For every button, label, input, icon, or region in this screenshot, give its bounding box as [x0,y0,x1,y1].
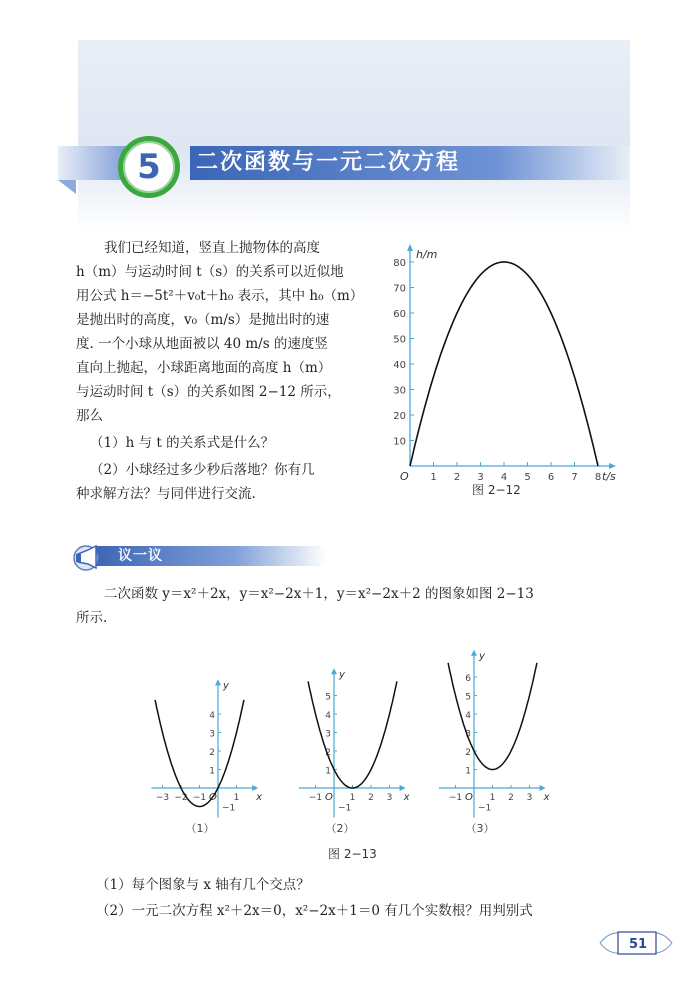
intro-line: 度. 一个小球从地面被以 40 m/s 的速度竖 [76,336,328,352]
y-tick-label: 1 [209,766,215,777]
panel-label: （3） [465,822,495,835]
intro-questions [76,428,396,506]
y-tick-label: 40 [393,360,406,371]
discuss-label: 议一议 [118,548,163,564]
question-2-cont: 种求解方法？与同伴进行交流. [76,486,256,502]
origin-label: O [209,792,217,803]
x-tick-label: 8 [594,472,602,483]
discuss-line: 所示. [76,610,108,626]
figure-caption: 图 2−12 [472,483,521,497]
x-tick-label: 7 [571,472,578,483]
origin-label: O [465,792,473,803]
x-axis-label: t/s [602,470,616,483]
y-tick-label: 3 [209,729,215,740]
intro-line: h（m）与运动时间 t（s）的关系可以近似地 [76,264,344,280]
x-tick-label: 1 [489,793,496,803]
y-tick-label: −1 [478,803,492,814]
y-tick-label: 60 [393,309,406,320]
y-tick-label: 1 [465,766,471,777]
x-tick-label: 3 [477,472,484,483]
figure-2-12 [388,236,638,516]
y-tick-label: 5 [325,692,331,703]
parabola-curve [308,681,397,788]
y-axis-label: y [339,669,345,681]
x-tick-label: −1 [192,793,207,803]
x-tick-label: −2 [174,793,188,803]
y-axis-arrow [471,650,477,656]
question-2: （2）一元二次方程 x²＋2x＝0，x²−2x＋1＝0 有几个实数根？用判别式 [96,903,533,919]
figure-2-13 [140,640,640,864]
title-tab-fold [58,180,76,194]
bottom-questions [96,872,656,924]
page-number: 51 [629,937,648,952]
figure-caption: 图 2−13 [328,847,377,861]
y-tick-label: 30 [393,385,406,397]
x-axis-label: x [543,792,550,803]
section-number-badge: 5 [118,136,180,198]
y-tick-label: 2 [209,748,215,758]
y-tick-label: 50 [393,334,406,346]
x-tick-label: −1 [448,793,463,803]
y-axis-label: h/m [416,248,438,261]
x-tick-label: 3 [386,793,393,803]
y-axis-arrow [215,679,221,685]
parabola-curve [410,262,598,466]
y-tick-label: 1 [325,766,331,777]
intro-line: 用公式 h＝−5t²＋v₀t＋h₀ 表示，其中 h₀（m） [76,288,364,304]
origin-label: O [400,470,409,483]
x-axis-arrow [252,785,258,791]
y-axis-label: y [223,680,229,692]
discuss-line: 二次函数 y＝x²＋2x，y＝x²−2x＋1，y＝x²−2x＋2 的图象如图 2−13 [104,586,534,602]
panel-label: （2） [325,822,355,835]
x-tick-label: 5 [524,472,531,483]
question-1: （1）h 与 t 的关系式是什么？ [90,435,275,451]
y-tick-label: 2 [465,748,471,758]
x-axis-arrow [400,785,406,791]
header-background [78,40,630,230]
intro-line: 我们已经知道，竖直上抛物体的高度 [104,240,320,256]
y-tick-label: 3 [325,729,331,740]
x-tick-label: 6 [547,472,555,483]
x-tick-label: 3 [526,793,533,803]
x-axis-arrow [609,463,616,469]
panel-label: （1） [185,822,215,835]
x-tick-label: −3 [155,793,170,803]
x-tick-label: 2 [368,793,374,803]
x-tick-label: 1 [430,472,437,483]
intro-paragraph [76,236,382,428]
page-ornament [596,918,676,968]
discuss-paragraph [76,582,636,630]
megaphone-icon [72,540,104,572]
section-title: 二次函数与一元二次方程 [196,150,461,175]
y-axis-arrow [407,244,413,251]
y-axis-label: y [479,650,485,662]
y-tick-label: 80 [393,258,406,269]
question-2: （2）小球经过多少秒后落地？你有几 [90,462,315,478]
x-tick-label: −1 [308,793,323,803]
intro-line: 是抛出时的高度，v₀（m/s）是抛出时的速 [76,312,330,328]
intro-line: 那么 [76,408,103,424]
x-axis-label: x [403,792,410,803]
y-axis-arrow [331,668,337,674]
origin-label: O [325,792,333,803]
y-tick-label: 6 [465,674,471,684]
intro-line: 与运动时间 t（s）的关系如图 2−12 所示， [76,384,341,400]
y-tick-label: 2 [325,748,331,758]
parabola-curve [448,663,537,770]
x-tick-label: 2 [453,472,461,483]
x-axis-arrow [540,785,546,791]
intro-line: 直向上抛起，小球距离地面的高度 h（m） [76,360,332,376]
x-tick-label: 1 [349,793,356,803]
y-tick-label: 4 [325,711,331,721]
question-1: （1）每个图象与 x 轴有几个交点？ [96,877,310,893]
y-tick-label: 4 [465,711,471,721]
x-tick-label: 1 [233,793,240,803]
x-tick-label: 4 [500,472,508,483]
y-tick-label: 10 [393,436,406,448]
y-tick-label: 5 [465,692,471,703]
y-tick-label: 70 [393,283,406,295]
y-tick-label: 4 [209,711,215,721]
y-tick-label: −1 [338,803,352,814]
y-tick-label: 3 [465,729,471,740]
y-tick-label: −1 [222,803,236,814]
x-tick-label: 2 [508,793,514,803]
parabola-curve [155,700,244,807]
y-tick-label: 20 [393,411,406,422]
x-axis-label: x [256,792,263,803]
